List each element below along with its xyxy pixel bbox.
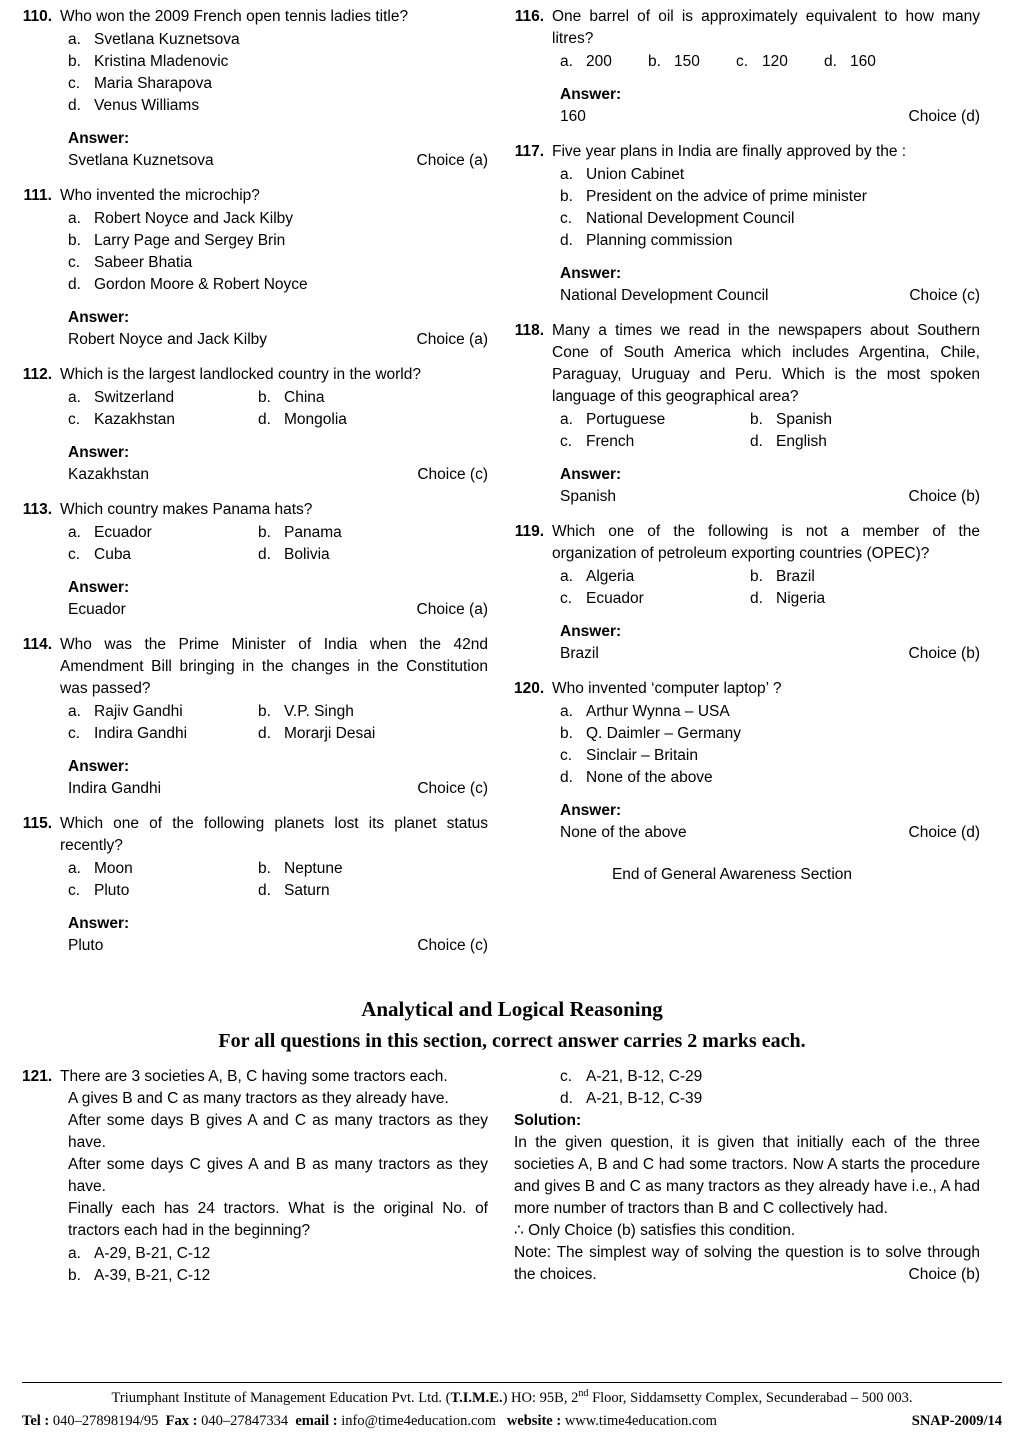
option-label: c.: [68, 411, 81, 428]
option-text: Robert Noyce and Jack Kilby: [94, 210, 294, 227]
option-text: 200: [586, 53, 612, 70]
question-text: Which is the largest landlocked country in the world?: [60, 366, 421, 383]
footer-contact-details: [22, 1411, 717, 1432]
option-text: Panama: [284, 524, 342, 541]
answer-choice: Choice (c): [909, 287, 980, 304]
answer-block: [22, 577, 488, 621]
option-text: A-21, B-12, C-39: [586, 1089, 703, 1107]
answer-choice: Choice (b): [908, 645, 980, 662]
answer-block: [514, 621, 980, 665]
answer-block: [514, 464, 980, 508]
option-text: Maria Sharapova: [94, 75, 213, 92]
option-text: Spanish: [776, 411, 833, 428]
answer-block: [514, 263, 980, 307]
options-list: [22, 1243, 488, 1287]
footer-email-label: email :: [295, 1412, 338, 1429]
question-text: Which country makes Panama hats?: [60, 501, 313, 518]
answer-block: [22, 128, 488, 172]
option-label: b.: [258, 524, 271, 541]
option-label: d.: [68, 97, 81, 114]
option-text: Ecuador: [586, 590, 644, 607]
section-subtitle: For all questions in this section, correct answer carries 2 marks each.: [218, 1029, 806, 1052]
option-text: Union Cabinet: [586, 166, 685, 183]
option-label: c.: [560, 590, 573, 607]
answer-text: National Development Council: [560, 287, 769, 304]
footer-address-part2: ) HO: 95B, 2: [502, 1389, 579, 1406]
option-label: c.: [560, 1067, 573, 1085]
option-text: Cuba: [94, 546, 132, 563]
question-block: [514, 521, 980, 665]
option-text: None of the above: [586, 769, 713, 786]
option-label: c.: [68, 254, 81, 271]
question-text-line: After some days C gives A and B as many tractors as they have.: [68, 1155, 488, 1195]
option-text: A-29, B-21, C-12: [94, 1244, 211, 1262]
question-block: [22, 6, 488, 172]
footer-email-value[interactable]: info@time4education.com: [341, 1412, 496, 1429]
question-number: 114.: [22, 636, 52, 653]
answer-text: Brazil: [560, 645, 599, 662]
option-label: c.: [736, 53, 749, 70]
answer-label: Answer:: [68, 915, 130, 932]
option-label: b.: [258, 860, 271, 877]
option-text: V.P. Singh: [284, 703, 354, 720]
question-text: One barrel of oil is approximately equivalent to how many litres?: [552, 8, 980, 47]
question-number: 117.: [514, 143, 544, 160]
question-block: [22, 185, 488, 351]
answer-text: Svetlana Kuznetsova: [68, 152, 214, 169]
option-text: Venus Williams: [94, 97, 200, 114]
solution-note: [514, 1242, 980, 1286]
answer-choice: Choice (d): [908, 824, 980, 841]
question-text-line: Finally each has 24 tractors. What is the original No. of tractors each had in the beginning?: [68, 1199, 488, 1239]
option-label: a.: [560, 703, 573, 720]
option-label: c.: [68, 75, 81, 92]
option-label: d.: [560, 232, 573, 249]
option-label: c.: [560, 747, 573, 764]
option-label: b.: [648, 53, 661, 70]
answer-text: Robert Noyce and Jack Kilby: [68, 331, 268, 348]
answer-text: 160: [560, 108, 586, 125]
question-block: [22, 364, 488, 486]
footer-website-value[interactable]: www.time4education.com: [564, 1412, 717, 1429]
option-text: Indira Gandhi: [94, 725, 188, 742]
option-text: Nigeria: [776, 590, 826, 607]
question-number: 111.: [23, 187, 52, 204]
option-text: China: [284, 389, 325, 406]
question-block: [22, 634, 488, 800]
question-number: 110.: [22, 8, 52, 25]
page-footer: [22, 1382, 1002, 1432]
option-text: Brazil: [776, 568, 815, 585]
options-list: [22, 522, 488, 566]
option-text: 160: [850, 53, 876, 70]
options-list: [514, 566, 980, 610]
question-number: 113.: [22, 501, 52, 518]
option-label: b.: [68, 232, 81, 249]
option-text: National Development Council: [586, 210, 795, 227]
solution-label: Solution:: [514, 1111, 582, 1129]
option-text: Sinclair – Britain: [586, 747, 698, 764]
option-label: d.: [258, 725, 271, 742]
option-text: Q. Daimler – Germany: [586, 725, 742, 742]
option-label: d.: [258, 411, 271, 428]
solution-conclusion: ∴ Only Choice (b) satisfies this condition.: [514, 1221, 796, 1239]
option-label: b.: [68, 1266, 81, 1284]
answer-choice: Choice (c): [417, 937, 488, 954]
option-label: b.: [750, 411, 763, 428]
option-label: d.: [258, 546, 271, 563]
option-text: President on the advice of prime minister: [586, 188, 867, 205]
option-label: b.: [750, 568, 763, 585]
options-list: [514, 51, 980, 73]
option-label: b.: [560, 188, 573, 205]
option-text: Sabeer Bhatia: [94, 254, 193, 271]
option-text: Bolivia: [284, 546, 330, 563]
answer-block: [22, 756, 488, 800]
footer-fax-label: Fax :: [165, 1412, 198, 1429]
section-title: Analytical and Logical Reasoning: [361, 997, 663, 1021]
options-list: [22, 208, 488, 296]
option-text: Rajiv Gandhi: [94, 703, 183, 720]
option-text: Svetlana Kuznetsova: [94, 31, 240, 48]
option-text: Switzerland: [94, 389, 175, 406]
option-label: a.: [68, 524, 81, 541]
answer-label: Answer:: [68, 444, 130, 461]
option-label: c.: [68, 546, 81, 563]
footer-website-label: website :: [506, 1412, 562, 1429]
option-label: a.: [68, 31, 81, 48]
footer-brand: T.I.M.E.: [450, 1389, 503, 1406]
option-label: c.: [68, 725, 81, 742]
option-label: a.: [68, 860, 81, 877]
answer-block: [514, 800, 980, 844]
option-text: Larry Page and Sergey Brin: [94, 232, 286, 249]
option-label: d.: [68, 276, 81, 293]
question-text: There are 3 societies A, B, C having some tractors each.: [60, 1067, 448, 1085]
answer-choice: Choice (a): [416, 152, 488, 169]
answer-text: Kazakhstan: [68, 466, 149, 483]
solution-note-text: Note: The simplest way of solving the question is to solve through the choices.: [514, 1243, 980, 1283]
option-label: d.: [750, 590, 763, 607]
answer-label: Answer:: [560, 623, 622, 640]
answer-text: None of the above: [560, 824, 687, 841]
option-label: d.: [258, 882, 271, 899]
question-block: [514, 320, 980, 508]
solution-text: In the given question, it is given that initially each of the three societies A, B and C had some tractors. Now A starts the procedure and gives B and C as many tractors as they already have i.e., A had more number of tractors than B and C collectively had.: [514, 1133, 980, 1217]
option-text: English: [776, 433, 827, 450]
option-text: A-39, B-21, C-12: [94, 1266, 211, 1284]
option-text: Algeria: [586, 568, 635, 585]
option-text: French: [586, 433, 635, 450]
option-text: Portuguese: [586, 411, 666, 428]
footer-address-part1: Triumphant Institute of Management Education Pvt. Ltd. (: [111, 1389, 451, 1406]
footer-address-part3: Floor, Siddamsetty Complex, Secunderabad – 500 003.: [588, 1389, 913, 1406]
option-text: Planning commission: [586, 232, 733, 249]
answer-choice: Choice (c): [417, 466, 488, 483]
right-column: [514, 6, 980, 884]
option-text: Ecuador: [94, 524, 152, 541]
answer-choice: Choice (c): [417, 780, 488, 797]
option-label: a.: [560, 53, 573, 70]
option-label: b.: [258, 703, 271, 720]
option-label: c.: [560, 210, 573, 227]
question-number: 120.: [514, 680, 545, 697]
option-label: a.: [560, 166, 573, 183]
question-number: 116.: [514, 8, 544, 25]
question-text: Who invented ‘computer laptop’ ?: [552, 680, 782, 697]
footer-contact: [22, 1411, 1002, 1432]
question-number: 119.: [514, 523, 544, 540]
question-text: Which one of the following is not a member of the organization of petroleum exporting countries (OPEC)?: [552, 523, 980, 562]
left-column: [22, 6, 488, 970]
question-text: Who was the Prime Minister of India when the 42nd Amendment Bill bringing in the changes in the Constitution was passed?: [60, 636, 488, 697]
q121-left: [22, 1066, 488, 1287]
options-list: [514, 164, 980, 252]
answer-label: Answer:: [68, 309, 130, 326]
option-text: Gordon Moore & Robert Noyce: [94, 276, 308, 293]
answer-label: Answer:: [68, 758, 130, 775]
question-text: Which one of the following planets lost its planet status recently?: [60, 815, 488, 854]
answer-text: Ecuador: [68, 601, 126, 618]
answer-label: Answer:: [560, 86, 622, 103]
answer-choice: Choice (b): [908, 488, 980, 505]
options-list: [22, 29, 488, 117]
q121-right: [514, 1066, 980, 1286]
options-list: [22, 387, 488, 431]
question-block: [514, 678, 980, 844]
answer-text: Indira Gandhi: [68, 780, 162, 797]
option-label: d.: [750, 433, 763, 450]
option-text: Moon: [94, 860, 133, 877]
option-label: a.: [560, 568, 573, 585]
question-block: [22, 499, 488, 621]
question-number: 118.: [514, 322, 544, 339]
option-label: b.: [258, 389, 271, 406]
question-text: Five year plans in India are finally approved by the :: [552, 143, 907, 160]
option-label: a.: [68, 389, 81, 406]
options-list: [514, 409, 980, 453]
options-list: [22, 701, 488, 745]
question-121-columns: [22, 1066, 1002, 1287]
option-label: b.: [68, 53, 81, 70]
option-label: b.: [560, 725, 573, 742]
answer-label: Answer:: [560, 802, 622, 819]
option-text: Kazakhstan: [94, 411, 175, 428]
answer-choice: Choice (d): [908, 108, 980, 125]
question-text-line: After some days B gives A and C as many tractors as they have.: [68, 1111, 488, 1151]
answer-block: [22, 913, 488, 957]
option-label: a.: [560, 411, 573, 428]
option-text: Kristina Mladenovic: [94, 53, 229, 70]
answer-block: [22, 442, 488, 486]
answer-label: Answer:: [68, 579, 130, 596]
option-label: a.: [68, 210, 81, 227]
question-number: 112.: [22, 366, 52, 383]
answer-block: [514, 84, 980, 128]
answer-block: [22, 307, 488, 351]
option-label: c.: [68, 882, 81, 899]
option-label: d.: [560, 1089, 573, 1107]
option-text: A-21, B-12, C-29: [586, 1067, 703, 1085]
answer-label: Answer:: [560, 466, 622, 483]
section-end-note: End of General Awareness Section: [611, 866, 853, 883]
two-column-body: [22, 6, 1002, 970]
answer-label: Answer:: [560, 265, 622, 282]
option-text: Pluto: [94, 882, 130, 899]
question-block: [22, 813, 488, 957]
question-number: 115.: [22, 815, 52, 832]
option-text: Morarji Desai: [284, 725, 376, 742]
option-text: Neptune: [284, 860, 343, 877]
footer-tel-label: Tel :: [22, 1412, 50, 1429]
question-text-line: A gives B and C as many tractors as they already have.: [68, 1089, 449, 1107]
option-label: d.: [560, 769, 573, 786]
option-label: d.: [824, 53, 837, 70]
answer-label: Answer:: [68, 130, 130, 147]
footer-divider: [22, 1382, 1002, 1383]
footer-fax-value: 040–27847334: [201, 1412, 289, 1429]
footer-address: [22, 1387, 1002, 1409]
option-text: Mongolia: [284, 411, 347, 428]
option-text: Saturn: [284, 882, 330, 899]
answer-text: Spanish: [560, 488, 617, 505]
option-label: c.: [560, 433, 573, 450]
answer-text: Pluto: [68, 937, 104, 954]
footer-tel-value: 040–27898194/95: [52, 1412, 159, 1429]
question-text: Who won the 2009 French open tennis ladies title?: [60, 8, 409, 25]
option-text: Arthur Wynna – USA: [586, 703, 730, 720]
answer-choice: Choice (a): [416, 601, 488, 618]
option-text: 120: [762, 53, 788, 70]
options-list: [22, 858, 488, 902]
question-text: Who invented the microchip?: [60, 187, 260, 204]
options-list: [514, 701, 980, 789]
question-block: [514, 6, 980, 128]
question-number: 121.: [22, 1067, 53, 1085]
question-text: Many a times we read in the newspapers about Southern Cone of South America which includes Argentina, Chile, Paraguay, Uruguay and Peru. Which is the most spoken language of this geographical area?: [552, 322, 980, 405]
option-label: a.: [68, 1244, 81, 1262]
footer-page-code: SNAP-2009/14: [911, 1412, 1002, 1429]
footer-ordinal-suffix: nd: [578, 1388, 589, 1400]
answer-choice: Choice (a): [416, 331, 488, 348]
option-text: 150: [674, 53, 700, 70]
answer-choice: Choice (b): [908, 1265, 980, 1283]
question-block: [514, 141, 980, 307]
option-label: a.: [68, 703, 81, 720]
